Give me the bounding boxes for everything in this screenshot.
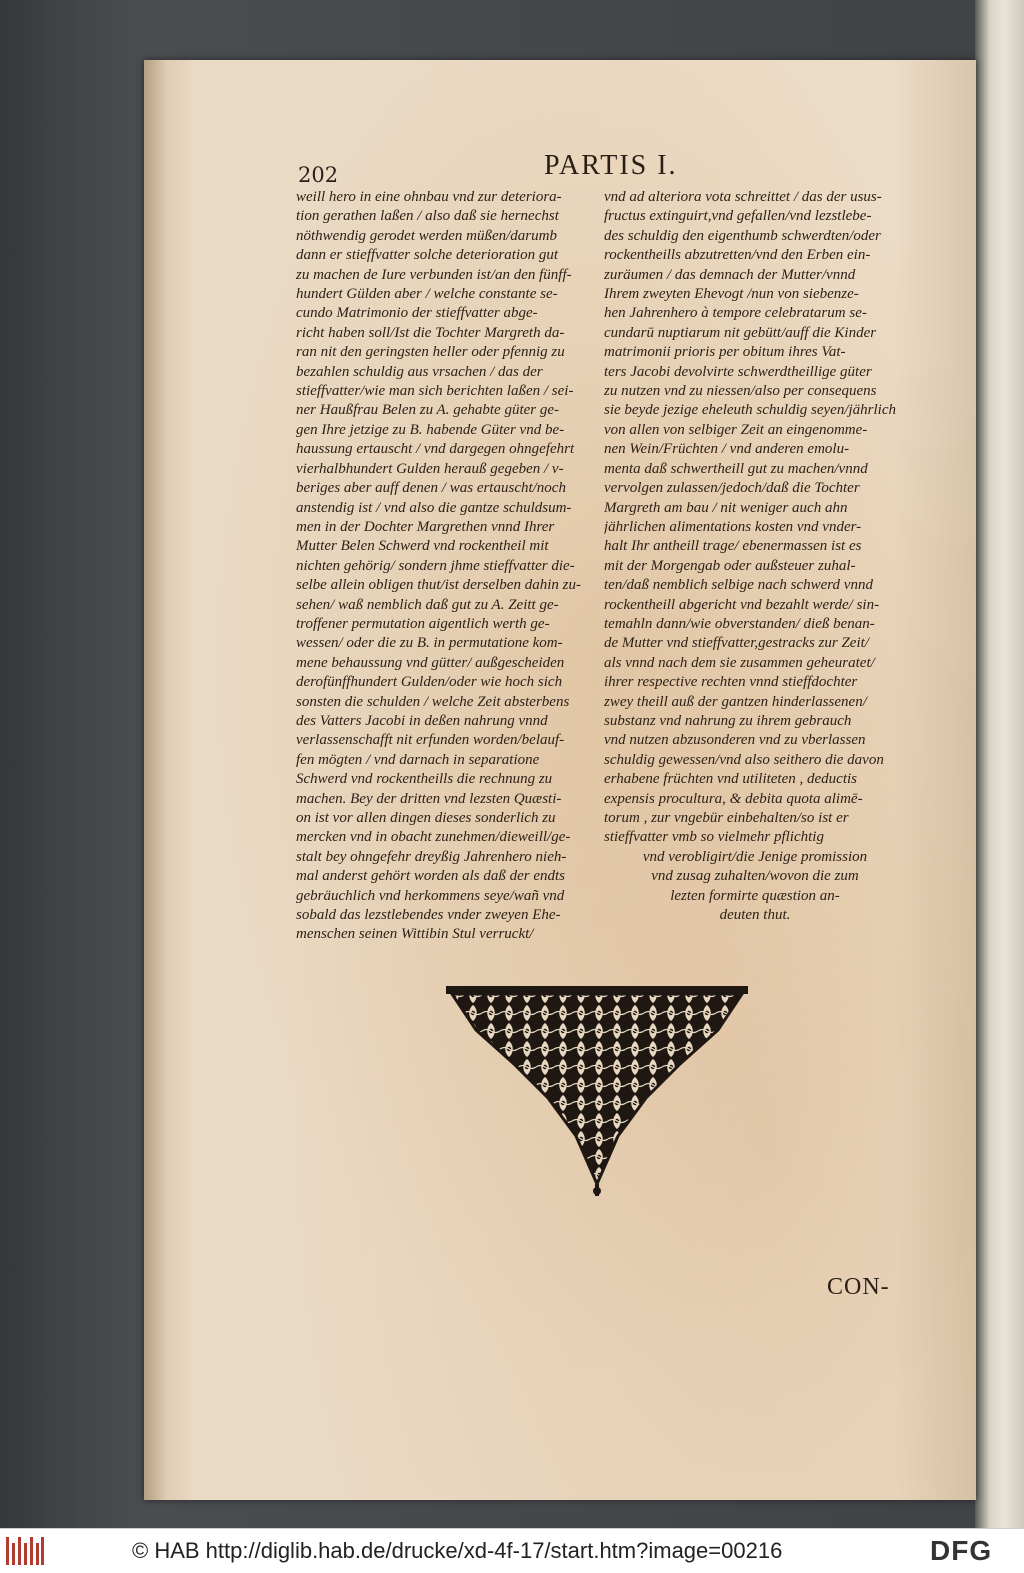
text-line: zuräumen / das demnach der Mutter/vnnd xyxy=(604,266,856,283)
text-line: vervolgen zulassen/jedoch/daß die Tochter xyxy=(604,480,860,497)
text-line: de Mutter vnd stieffvatter,gestracks zur Zeit/ xyxy=(604,635,869,652)
text-line: erhabene früchten vnd utiliteten , deductis xyxy=(604,771,857,788)
book-page xyxy=(144,60,976,1500)
text-line: jährlichen alimentations kosten vnd vnder- xyxy=(604,518,862,535)
text-line: sie beyde jezige eheleuth schuldig seyen/jährlich xyxy=(604,402,896,419)
text-line: mercken vnd in obacht zunehmen/dieweill/ge- xyxy=(296,829,571,846)
text-line: fructus extinguirt,vnd gefallen/vnd lezstlebe- xyxy=(604,208,872,225)
text-line: Mutter Belen Schwerd vnd rockentheil mit xyxy=(296,538,549,555)
text-line: machen. Bey der dritten vnd lezsten Quæsti- xyxy=(296,790,562,807)
text-line: weill hero in eine ohnbau vnd zur deteriora- xyxy=(296,189,562,205)
text-line: mene behaussung vnd gütter/ außgescheiden xyxy=(296,654,565,671)
text-line: zu machen de Iure verbunden ist/an den fünff- xyxy=(296,266,572,283)
text-line: stalt bey ohngefehr dreyßig Jahrenhero nieh- xyxy=(296,848,567,865)
text-line: des schuldig den eigenthumb schwerdten/oder xyxy=(604,227,881,244)
text-line: ner Haußfrau Belen zu A. gehabte güter ge- xyxy=(296,402,560,419)
text-line: stieffvatter vmb so vielmehr pflichtig xyxy=(604,829,824,846)
adjacent-page-edge xyxy=(975,0,1024,1528)
text-line: hundert Gülden aber / welche constante se- xyxy=(296,286,558,303)
text-line: cundo Matrimonio der stieffvatter abge- xyxy=(296,305,538,322)
text-line: selbe allein obligen thut/ist derselben dahin zu- xyxy=(296,577,581,594)
text-line: des Vatters Jacobi in deßen nahrung vnnd xyxy=(296,712,548,729)
text-line: on ist vor allen dingen dieses sonderlich zu xyxy=(296,810,556,826)
text-line: ten/daß nemblich selbige nach schwerd vnnd xyxy=(604,577,873,594)
text-column-right xyxy=(604,188,906,925)
text-line: mit der Morgengab oder außsteuer zuhal- xyxy=(604,557,856,574)
running-head: PARTIS I. xyxy=(544,150,678,181)
text-line: ihrer respective rechten vnnd stieffdochter xyxy=(604,674,858,691)
text-line: rockentheills abzutretten/vnd den Erben ein- xyxy=(604,247,871,264)
tailpiece-ornament xyxy=(446,986,748,1196)
text-line: expensis procultura, & debita quota alimē- xyxy=(604,790,863,807)
text-line: anstendig ist / vnd also die gantze schuldsum- xyxy=(296,499,572,516)
text-line: zu nutzen vnd zu niessen/also per consequens xyxy=(604,383,877,400)
text-line: Schwerd vnd rockentheills die rechnung zu xyxy=(296,771,553,788)
text-line: sobald das lezstlebendes vnder zweyen Ehe- xyxy=(296,907,561,924)
text-line: temahln dann/wie obverstanden/ dieß benan- xyxy=(604,615,875,632)
text-line: zwey theill auß der gantzen hinderlassenen/ xyxy=(604,693,867,710)
text-line: gen Ihre jetzige zu B. habende Güter vnd be- xyxy=(296,421,565,438)
text-line: tion gerathen laßen / also daß sie hernechst xyxy=(296,208,559,225)
text-line: nöthwendig gerodet werden müßen/darumb xyxy=(296,227,557,244)
text-line: hen Jahrenhero à tempore celebratarum se- xyxy=(604,305,867,322)
dfg-logo: DFG xyxy=(930,1535,993,1566)
text-line: troffener permutation aigentlich werth ge- xyxy=(296,615,550,632)
text-line: nichten gehörig/ sondern jhme stieffvatter die- xyxy=(296,557,575,574)
text-line: richt haben soll/Ist die Tochter Margreth da- xyxy=(296,324,565,341)
text-line: haussung ertauscht / vnd dargegen ohngefehrt xyxy=(296,441,575,458)
text-line: bezahlen schuldig aus vrsachen / das der xyxy=(296,363,543,380)
text-line: mal anderst gehört worden als daß der endts xyxy=(296,868,566,885)
text-line: vnd verobligirt/die Jenige promission xyxy=(642,848,868,865)
text-line: vnd zusag zuhalten/wovon die zum xyxy=(651,868,859,885)
page-gutter-shadow xyxy=(144,60,166,1500)
text-line: vnd ad alteriora vota schreittet / das der usus- xyxy=(604,189,882,205)
text-line: derofünffhundert Gulden/oder wie hoch sich xyxy=(296,674,563,691)
text-line: Margreth am bau / nit weniger auch ahn xyxy=(604,499,848,516)
text-line: Ihrem zweyten Ehevogt /nun von siebenze- xyxy=(604,286,859,303)
text-column-left xyxy=(296,188,596,945)
text-line: beriges aber auff denen / was ertauscht/noch xyxy=(296,480,566,497)
text-line: ters Jacobi devolvirte schwerdtheillige güter xyxy=(604,363,872,380)
text-line: rockentheill abgericht vnd bezahlt werde/ sin- xyxy=(604,596,880,613)
text-line: substanz vnd nahrung zu ihrem gebrauch xyxy=(604,712,852,729)
text-line: wessen/ oder die zu B. in permutatione kom- xyxy=(296,635,563,652)
text-line: deuten thut. xyxy=(719,907,791,924)
text-line: halt Ihr antheill trage/ ebenermassen ist es xyxy=(604,538,862,555)
text-line: nen Wein/Früchten / vnd anderen emolu- xyxy=(604,441,850,458)
text-line: ran nit den geringsten heller oder pfennig zu xyxy=(296,344,565,361)
text-line: torum , zur vngebür einbehalten/so ist er xyxy=(604,810,849,826)
footer-bar xyxy=(0,1528,1024,1573)
catchword: CON- xyxy=(827,1274,890,1300)
text-line: dann er stieffvatter solche deterioration gut xyxy=(296,247,559,264)
text-line: menta daß schwertheill gut zu machen/vnnd xyxy=(604,460,868,477)
text-line: schuldig gewessen/vnd also seithero die davon xyxy=(604,751,884,768)
text-line: menschen seinen Wittibin Stul verruckt/ xyxy=(296,926,534,943)
text-line: cundarū nuptiarum nit gebütt/auff die Kinder xyxy=(604,324,877,341)
text-line: vnd nutzen abzusonderen vnd zu vberlassen xyxy=(604,732,866,749)
text-line: gebräuchlich vnd herkommens seye/wañ vnd xyxy=(296,887,565,904)
page-number: 202 xyxy=(298,163,339,187)
text-line: fen mögten / vnd darnach in separatione xyxy=(296,751,540,768)
text-line: von allen von selbiger Zeit an eingenomme- xyxy=(604,421,868,438)
text-line: sehen/ waß nemblich daß gut zu A. Zeitt ge- xyxy=(296,596,559,613)
hab-logo-icon xyxy=(6,1537,44,1565)
text-line: stieffvatter/wie man sich berichten laßen / sei- xyxy=(296,383,574,400)
text-line: men in der Dochter Margrethen vnnd Ihrer xyxy=(296,518,555,535)
text-line: lezten formirte quæstion an- xyxy=(670,887,840,904)
text-line: sonsten die schulden / welche Zeit absterbens xyxy=(296,693,570,710)
text-line: verlassenschafft nit erfunden worden/belauf- xyxy=(296,732,565,749)
text-line: matrimonii prioris per obitum ihres Vat- xyxy=(604,344,846,361)
text-line: als vnnd nach dem sie zusammen geheuratet/ xyxy=(604,654,875,671)
text-line: vierhalbhundert Gulden herauß gegeben / v- xyxy=(296,460,564,477)
copyright-url: © HAB http://diglib.hab.de/drucke/xd-4f-17/start.htm?image=00216 xyxy=(132,1538,783,1563)
